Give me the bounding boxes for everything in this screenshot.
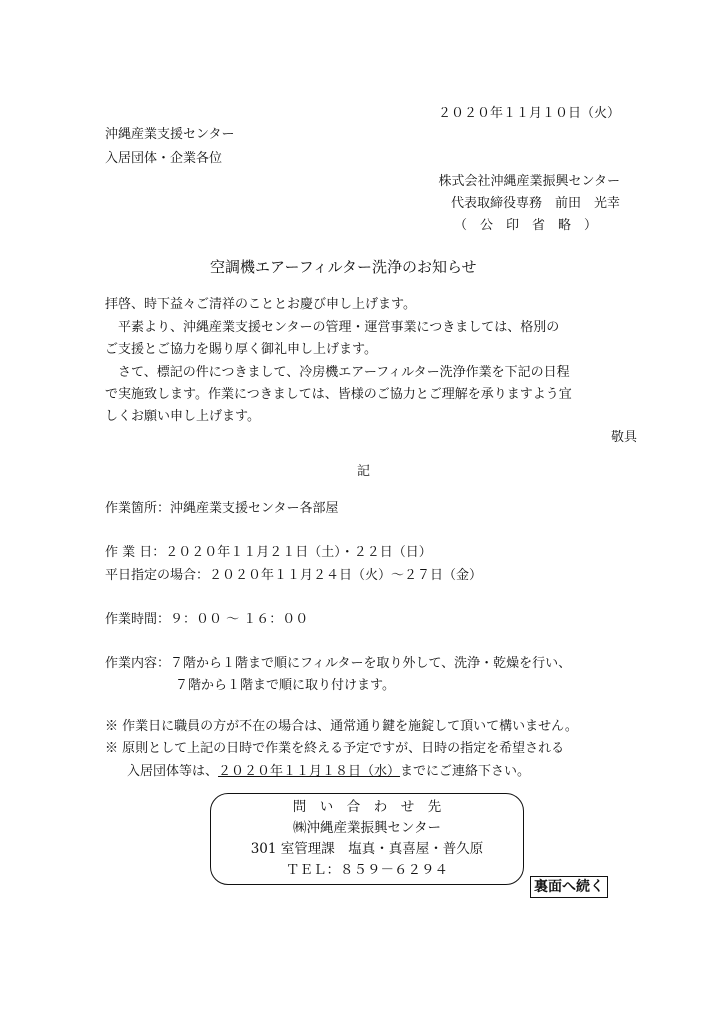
- contact-deadline-date: ２０２０年１１月１８日（水）: [218, 764, 401, 779]
- recipient-line-1: 沖縄産業支援センター: [105, 127, 235, 142]
- note-2-line-2: [127, 764, 530, 780]
- contact-office: 301 室管理課 塩真・真喜屋・普久原: [250, 841, 484, 857]
- recipient-line-2: 入居団体・企業各位: [105, 151, 223, 166]
- note-2-prefix: 入居団体等は、: [127, 764, 219, 779]
- seal-omitted: （ 公 印 省 略 ）: [453, 218, 597, 233]
- work-hours: 作業時間：９：００ ～ １６：００: [105, 612, 309, 627]
- greeting-line: 拝啓、時下益々ご清祥のこととお慶び申し上げます。: [105, 297, 416, 312]
- contact-heading: 問 い 合 わ せ 先: [292, 799, 442, 815]
- document-title: 空調機エアーフィルター洗浄のお知らせ: [210, 258, 477, 276]
- sender-person: 代表取締役専務 前田 光幸: [450, 196, 620, 211]
- paragraph-2-line-2: で実施致します。作業につきましては、皆様のご協力とご理解を承りますよう宜: [105, 387, 572, 402]
- contact-tel: ＴＥＬ：８５９－６２９４: [286, 862, 448, 878]
- work-days: 作 業 日：２０２０年１１月２１日（土）・２２日（日）: [105, 545, 432, 560]
- sender-company: 株式会社沖縄産業振興センター: [438, 174, 620, 189]
- weekday-option: 平日指定の場合：２０２０年１１月２４日（火）～２７日（金）: [105, 568, 483, 583]
- note-2-suffix: までにご連絡下さい。: [400, 764, 531, 779]
- closing-word: 敬具: [610, 430, 637, 445]
- note-2-line-1: ※ 原則として上記の日時で作業を終える予定ですが、日時の指定を希望される: [105, 741, 565, 756]
- paragraph-2-line-1: さて、標記の件につきまして、冷房機エアーフィルター洗浄作業を下記の日程: [105, 365, 570, 380]
- continue-on-back-label: 裏面へ続く: [530, 876, 608, 898]
- paragraph-1-line-2: ご支援とご協力を賜り厚く御礼申し上げます。: [105, 342, 377, 357]
- paragraph-1-line-1: 平素より、沖縄産業支援センターの管理・運営事業につきましては、格別の: [105, 320, 560, 335]
- work-content-line-1: 作業内容：７階から１階まで順にフィルターを取り外して、洗浄・乾燥を行い、: [105, 656, 572, 671]
- work-location: 作業箇所：沖縄産業支援センター各部屋: [105, 501, 339, 516]
- contact-box: [210, 793, 524, 885]
- note-1: ※ 作業日に職員の方が不在の場合は、通常通り鍵を施錠して頂いて構いません。: [105, 719, 578, 734]
- work-content-line-2: ７階から１階まで順に取り付けます。: [175, 678, 395, 693]
- paragraph-2-line-3: しくお願い申し上げます。: [105, 409, 260, 424]
- document-date: ２０２０年１１月１０日（火）: [437, 106, 620, 121]
- ki-heading: 記: [357, 464, 371, 479]
- contact-company: ㈱沖縄産業振興センター: [293, 820, 441, 836]
